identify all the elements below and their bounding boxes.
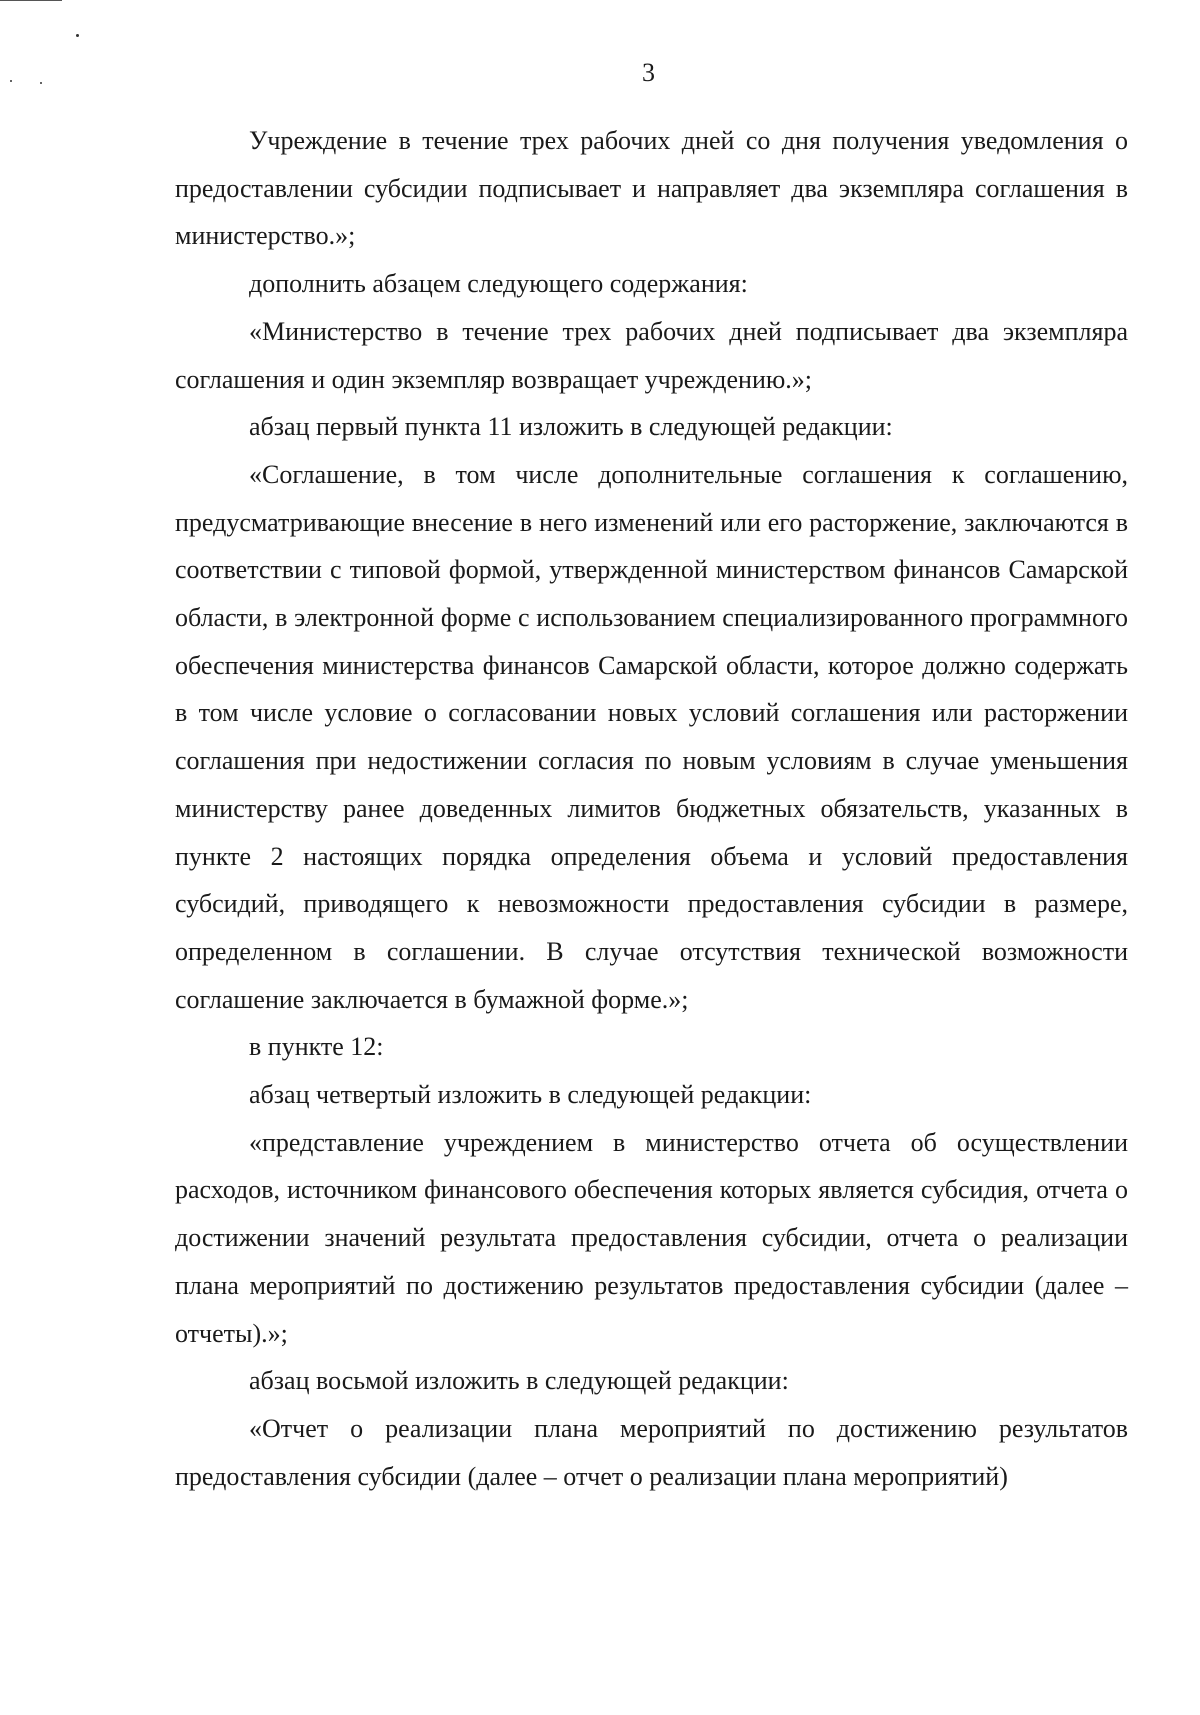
paragraph: абзац восьмой изложить в следующей редакции:	[249, 1366, 789, 1396]
paragraph: «Соглашение, в том числе дополнительные соглашения к соглашению, предусматривающие внесение в него изменений или его расторжение, заключаются в соответствии с типовой формой, утвержденной министерством финансов Самарской области, в электронной форме с использованием специализированного программного обеспечения министерства финансов Самарской области, которое должно содержать в том числе условие о согласовании новых условий соглашения или расторжении соглашения при недостижении согласия по новым условиям в случае уменьшения министерству ранее доведенных лимитов бюджетных обязательств, указанных в пункте 2 настоящих порядка определения объема и условий предоставления субсидий, приводящего к невозможности предоставления субсидии в размере, определенном в соглашении. В случае отсутствия технической возможности соглашение заключается в бумажной форме.»;	[175, 459, 1128, 1014]
paragraph: «представление учреждением в министерство отчета об осуществлении расходов, источником финансового обеспечения которых является субсидия, отчета о достижении значений результата предоставления субсидии, отчета о реализации плана мероприятий по достижению результатов предоставления субсидии (далее – отчеты).»;	[175, 1127, 1128, 1348]
scan-speck	[76, 34, 79, 37]
paragraph: в пункте 12:	[249, 1032, 384, 1062]
paragraph: «Министерство в течение трех рабочих дней подписывает два экземпляра соглашения и один экземпляр возвращает учреждению.»;	[175, 316, 1128, 394]
scan-edge-line	[0, 0, 62, 1]
paragraph: абзац четвертый изложить в следующей редакции:	[249, 1080, 812, 1110]
paragraph: абзац первый пункта 11 изложить в следующей редакции:	[249, 412, 893, 442]
paragraph: дополнить абзацем следующего содержания:	[249, 269, 748, 299]
document-body	[175, 117, 1128, 1500]
paragraph: Учреждение в течение трех рабочих дней со дня получения уведомления о предоставлении субсидии подписывает и направляет два экземпляра соглашения в министерство.»;	[175, 126, 1128, 251]
page-number: 3	[642, 58, 655, 87]
paragraph: «Отчет о реализации плана мероприятий по достижению результатов предоставления субсидии (далее – отчет о реализации плана мероприятий)	[175, 1413, 1128, 1491]
